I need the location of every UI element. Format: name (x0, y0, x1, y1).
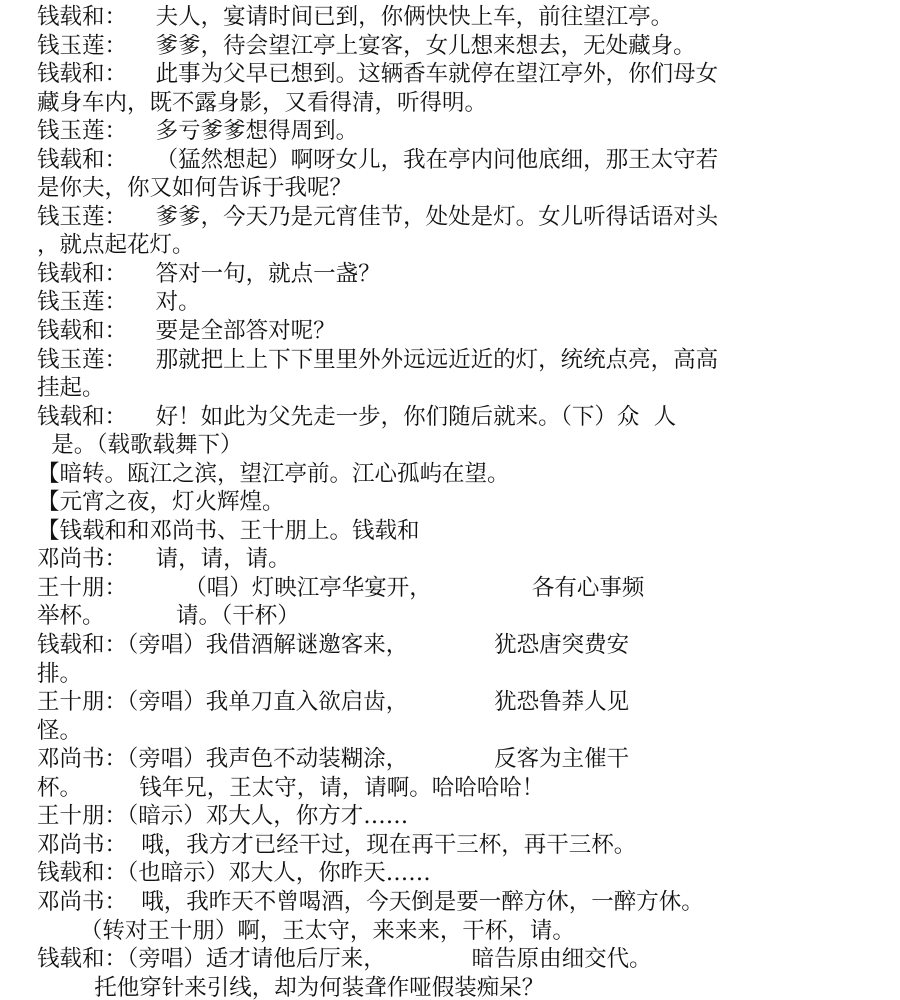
script-line: 钱玉莲： 多亏爹爹想得周到。 (37, 118, 359, 145)
script-line: 【元宵之夜，灯火辉煌。 (37, 489, 285, 516)
script-line: 钱载和： 好！如此为父先走一步，你们随后就来。（下）众 人 (37, 403, 677, 430)
script-line: 挂起。 (37, 375, 105, 402)
script-line: 王十朋：（暗示）邓大人，你方才…… (37, 803, 409, 830)
script-line: 钱玉莲： 爹爹，今天乃是元宵佳节，处处是灯。女儿听得话语对头 (37, 203, 719, 230)
script-line: 钱载和： 答对一句，就点一盏？ (37, 260, 381, 287)
script-line: 邓尚书： 哦，我昨天不曾喝酒，今天倒是要一醉方休，一醉方休。 (37, 888, 704, 915)
script-line: 王十朋： （唱）灯映江亭华宴开， 各有心事频 (37, 574, 645, 601)
script-line: 【钱载和和邓尚书、王十朋上。钱载和 (37, 517, 420, 544)
script-text (37, 3, 882, 1000)
script-line: 钱载和： 此事为父早已想到。这辆香车就停在望江亭外，你们母女 (37, 61, 719, 88)
script-line: 举杯。 请。（干杯） (37, 603, 300, 630)
script-line: （转对王十朋）啊，王太守，来来来，干杯，请。 (37, 917, 575, 944)
script-line: 邓尚书： 哦，我方才已经干过，现在再干三杯，再干三杯。 (37, 831, 637, 858)
script-line: 钱玉莲： 对。 (37, 289, 201, 316)
script-line: 钱载和：（旁唱）适才请他后厅来， 暗告原由细交代。 (37, 946, 652, 973)
script-line: 【暗转。瓯江之滨，望江亭前。江心孤屿在望。 (37, 460, 510, 487)
script-line: 钱载和：（旁唱）我借酒解谜邀客来， 犹恐唐突费安 (37, 632, 630, 659)
script-line: 王十朋：（旁唱）我单刀直入欲启齿， 犹恐鲁莽人见 (37, 689, 630, 716)
script-line: 怪。 (37, 717, 83, 744)
script-line: 是你夫，你又如何告诉于我呢？ (37, 175, 353, 202)
script-line: 钱载和： （猛然想起）啊呀女儿，我在亭内问他底细，那王太守若 (37, 146, 719, 173)
script-line: 藏身车内，既不露身影，又看得清，听得明。 (37, 89, 488, 116)
script-line: 杯。 钱年兄，王太守，请，请啊。哈哈哈哈！ (37, 774, 545, 801)
script-line: 是。（载歌载舞下） (37, 432, 243, 459)
script-line: 钱玉莲： 那就把上上下下里里外外远远近近的灯，统统点亮，高高 (37, 346, 719, 373)
script-line: 钱载和： 要是全部答对呢？ (37, 318, 336, 345)
script-line: 邓尚书：（旁唱）我声色不动装糊涂， 反客为主催干 (37, 746, 630, 773)
script-line: 钱载和：（也暗示）邓大人，你昨天…… (37, 860, 431, 887)
script-line: 排。 (37, 660, 83, 687)
script-line: 邓尚书： 请，请，请。 (37, 546, 291, 573)
script-line: 钱载和： 夫人，宴请时间已到，你俩快快上车，前往望江亭。 (37, 4, 674, 30)
script-line: ，就点起花灯。 (37, 232, 195, 259)
script-line: 托他穿针来引线，却为何装聋作哑假装痴呆？ (37, 974, 545, 1000)
script-line: 钱玉莲： 爹爹，待会望江亭上宴客，女儿想来想去，无处藏身。 (37, 32, 696, 59)
